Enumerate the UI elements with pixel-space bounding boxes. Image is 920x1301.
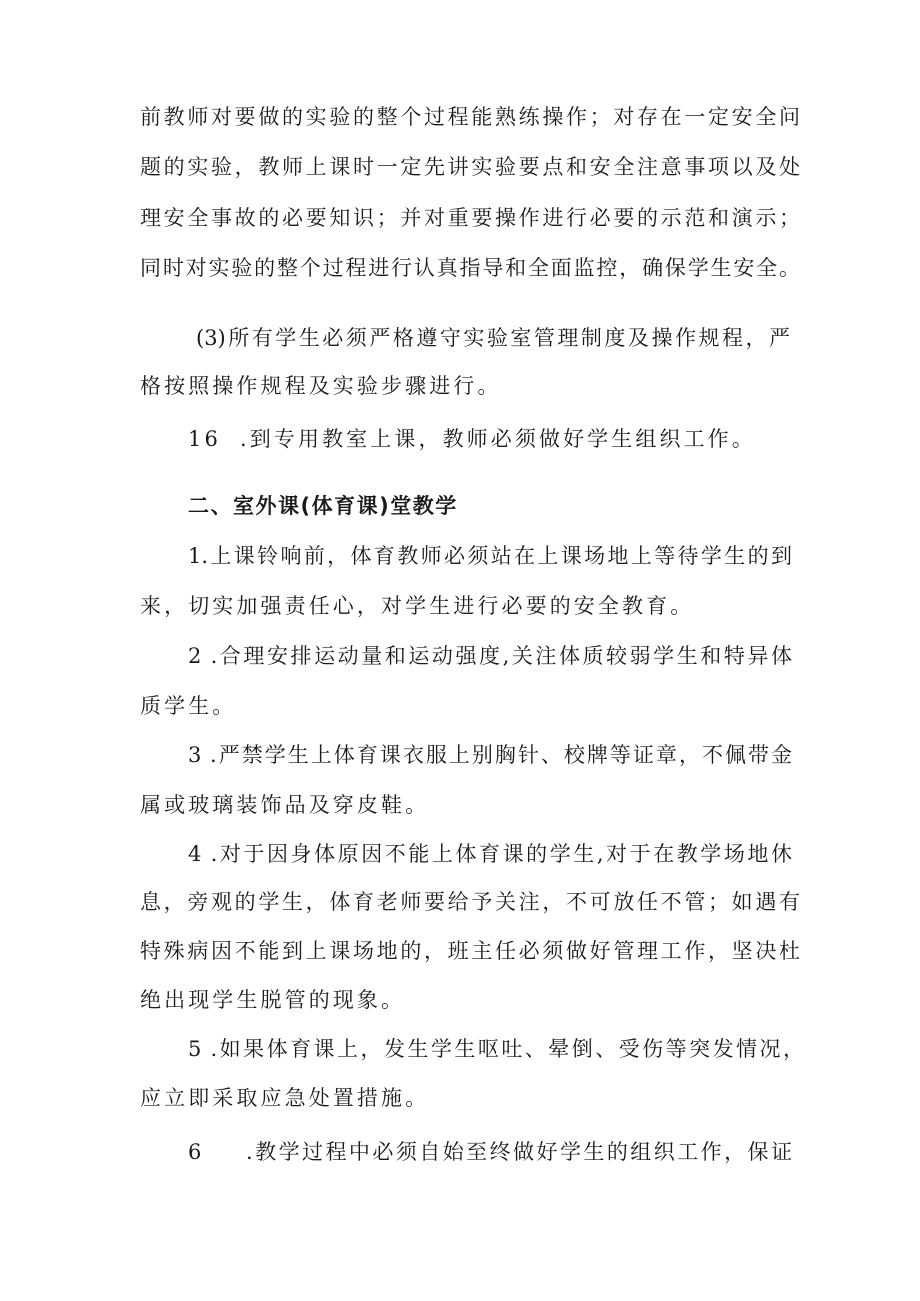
paragraph-line: 4 .对于因身体原因不能上体育课的学生,对于在教学场地休 [188, 842, 792, 866]
paragraph-line: 应立即采取应急处置措施。 [140, 1086, 430, 1110]
paragraph-line: .到专用教室上课，教师必须做好学生组织工作。 [240, 427, 756, 451]
paragraph-line: 题的实验，教师上课时一定先讲实验要点和安全注意事项以及处 [140, 155, 800, 179]
paragraph-line: 5 .如果体育课上，发生学生呕吐、晕倒、受伤等突发情况， [188, 1037, 804, 1061]
paragraph-line: 属或玻璃装饰品及穿皮鞋。 [140, 793, 430, 817]
paragraph-line: 特殊病因不能到上课场地的，班主任必须做好管理工作，坚决杜 [140, 939, 800, 963]
list-number: 16 [188, 427, 221, 451]
list-number: 6 [188, 1140, 205, 1164]
paragraph-line: 格按照操作规程及实验步骤进行。 [140, 374, 502, 398]
paragraph-line: .教学过程中必须自始至终做好学生的组织工作，保证 [246, 1140, 792, 1164]
paragraph-line: 1.上课铃响前，体育教师必须站在上课场地上等待学生的到 [188, 544, 792, 568]
paragraph-line: 息，旁观的学生，体育老师要给予关注，不可放任不管；如遇有 [140, 890, 800, 914]
paragraph-line: 前教师对要做的实验的整个过程能熟练操作；对存在一定安全问 [140, 105, 800, 129]
section-heading: 二、室外课(体育课)堂教学 [188, 494, 458, 518]
paragraph-line: 质学生。 [140, 694, 237, 718]
paragraph-line: 同时对实验的整个过程进行认真指导和全面监控，确保学生安全。 [140, 256, 800, 280]
paragraph-line: 3 .严禁学生上体育课衣服上别胸针、校牌等证章，不佩带金 [188, 743, 792, 767]
paragraph-line: 绝出现学生脱管的现象。 [140, 988, 406, 1012]
paragraph-line: 2 .合理安排运动量和运动强度,关注体质较弱学生和特异体 [188, 644, 792, 668]
paragraph-line: (3)所有学生必须严格遵守实验室管理制度及操作规程，严 [196, 326, 790, 350]
paragraph-line: 来，切实加强责任心，对学生进行必要的安全教育。 [140, 594, 695, 618]
paragraph-line: 理安全事故的必要知识；并对重要操作进行必要的示范和演示； [140, 206, 800, 230]
